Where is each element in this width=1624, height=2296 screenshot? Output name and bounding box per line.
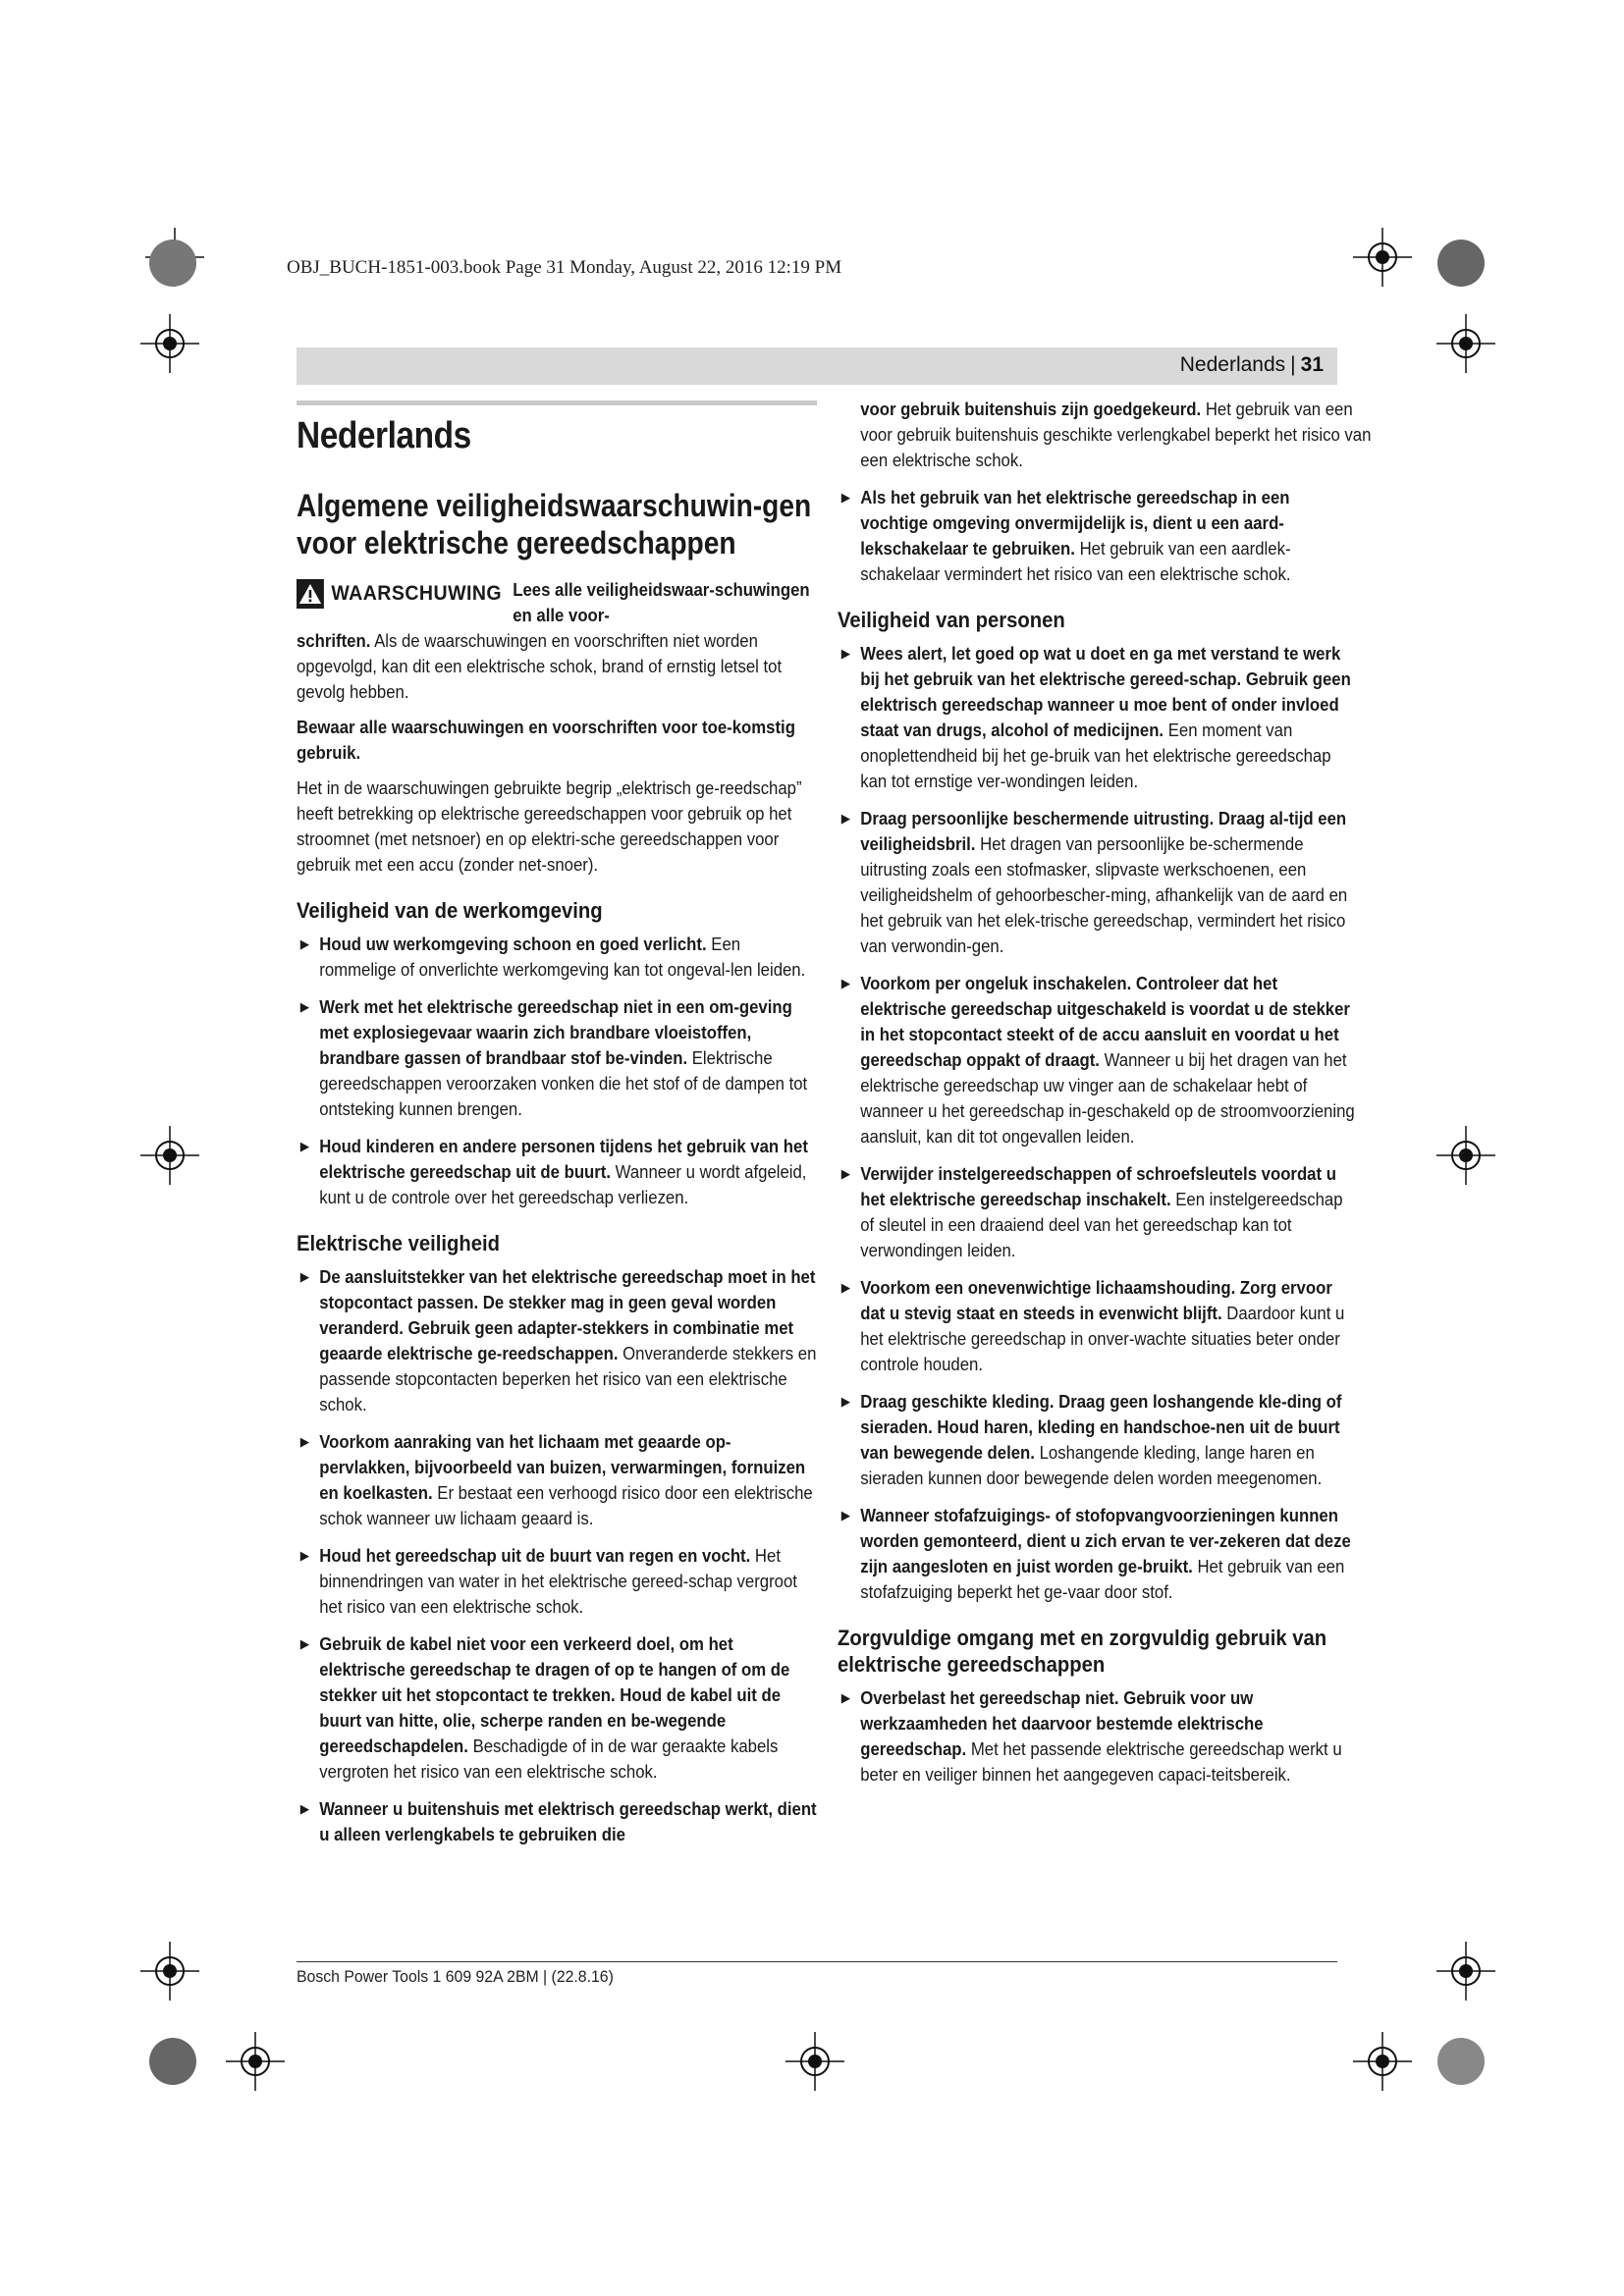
item-text: Loshangende kleding, lange haren en sieraden kunnen door bewegende delen worden meegenomen.: [860, 1443, 1323, 1488]
list-item: [838, 1685, 1358, 1788]
color-target-icon: [147, 2036, 198, 2087]
item-bold: Houd kinderen en andere personen tijdens het gebruik van het elektrische gereedschap uit de buurt.: [319, 1137, 808, 1182]
keep-instructions-text: Bewaar alle waarschuwingen en voorschriften voor toe-komstig gebruik.: [297, 718, 795, 763]
registration-mark-icon: [140, 314, 199, 373]
item-bold: voor gebruik buitenshuis zijn goedgekeurd.: [860, 400, 1202, 419]
color-target-icon: [1435, 2036, 1487, 2087]
list-item: [838, 806, 1358, 959]
work-area-list: [297, 932, 817, 1210]
bullet-triangle-icon: ▶: [840, 1508, 851, 1522]
item-bold: Gebruik de kabel niet voor een verkeerd doel, om het elektrische gereedschap te dragen of op te hangen of om de stekker uit het stopcontact te trekken. Houd de kabel uit de buurt van hitte, olie, scherpe randen en be-wegende gereedschapdelen.: [319, 1634, 790, 1756]
item-bold: Verwijder instelgereedschappen of schroefsleutels voordat u het elektrische gereedschap inschakelt.: [860, 1164, 1336, 1209]
item-text: Het gebruik van een stofafzuiging beperkt het ge-vaar door stof.: [860, 1557, 1345, 1602]
registration-mark-icon: [1436, 1126, 1495, 1185]
footer-rule: [297, 1961, 1337, 1962]
list-item: [297, 1134, 817, 1210]
bullet-triangle-icon: ▶: [299, 1801, 310, 1816]
section-title-work-area: Veiligheid van de werkomgeving: [297, 898, 603, 923]
item-text: Het gebruik van een voor gebruik buitenshuis geschikte verlengkabel beperkt het risico van een elektrische schok.: [860, 400, 1372, 470]
warning-heading: Lees alle veiligheidswaar-schuwingen en alle voor-: [513, 580, 810, 625]
bullet-triangle-icon: ▶: [840, 1166, 851, 1181]
list-item: [838, 1389, 1358, 1491]
item-bold: Houd uw werkomgeving schoon en goed verlicht.: [319, 934, 707, 954]
right-column: [838, 397, 1372, 1799]
item-bold: Werk met het elektrische gereedschap niet in een om-geving met explosiegevaar waarin zich brandbare vloeistoffen, brandbare gassen of brandbaar stof be-vinden.: [319, 997, 792, 1068]
personal-list: [838, 641, 1358, 1605]
item-text: Beschadigde of in de war geraakte kabels vergroten het risico van een elektrische schok.: [319, 1736, 779, 1782]
print-slug: OBJ_BUCH-1851-003.book Page 31 Monday, August 22, 2016 12:19 PM: [287, 257, 842, 278]
item-text: Elektrische gereedschappen veroorzaken vonken die het stof of de dampen tot ontsteking kunnen brengen.: [319, 1048, 808, 1119]
item-bold: Wees alert, let goed op wat u doet en ga met verstand te werk bij het gebruik van het elektrische gereed-schap. Gebruik geen elektrisch gereedschap wanneer u moe bent of onder invloed staat van drugs, alcohol of medicijnen.: [860, 644, 1351, 740]
running-header-bar: [297, 347, 1337, 385]
registration-mark-icon: [140, 1942, 199, 2001]
list-item: [838, 1275, 1358, 1377]
registration-mark-icon: [1436, 1942, 1495, 2001]
color-target-icon: [147, 238, 198, 289]
keep-instructions: [297, 715, 817, 766]
registration-mark-icon: [226, 2032, 285, 2091]
bullet-triangle-icon: ▶: [840, 490, 851, 505]
warning-text-bold: schriften.: [297, 631, 371, 651]
bullet-triangle-icon: ▶: [299, 1139, 310, 1153]
bullet-triangle-icon: ▶: [299, 936, 310, 951]
list-item: [297, 1543, 817, 1620]
list-item: [297, 994, 817, 1122]
registration-mark-icon: [140, 1126, 199, 1185]
warning-triangle-icon: [297, 579, 324, 609]
list-item: [838, 485, 1358, 587]
item-text: Het dragen van persoonlijke be-schermende uitrusting zoals een stofmasker, slipvaste werkschoenen, een veiligheidshelm of gehoorbescher-ming, afhankelijk van de aard en het gebruik van het elek-trische gereedschap, vermindert het risico van verwondin-gen.: [860, 834, 1348, 956]
item-text: Het binnendringen van water in het elektrische gereed-schap vergroot het risico van een elektrische schok.: [319, 1546, 797, 1617]
main-heading: Algemene veiligheidswaarschuwin-gen voor elektrische gereedschappen: [297, 488, 812, 561]
item-bold: Wanneer u buitenshuis met elektrisch gereedschap werkt, dient u alleen verlengkabels te gebruiken die: [319, 1799, 817, 1844]
item-bold: Draag geschikte kleding. Draag geen loshangende kle-ding of sieraden. Houd haren, kleding en handschoe-nen uit de buurt van bewegende delen.: [860, 1392, 1342, 1463]
item-bold: Als het gebruik van het elektrische gereedschap in een vochtige omgeving onvermijdelijk is, dient u een aard-lekschakelaar te gebruiken.: [860, 488, 1290, 559]
bullet-triangle-icon: ▶: [299, 1636, 310, 1651]
list-item: [838, 1503, 1358, 1605]
list-item: [297, 1429, 817, 1531]
bullet-triangle-icon: ▶: [299, 1269, 310, 1284]
section-title-care: Zorgvuldige omgang met en zorgvuldig gebruik van elektrische gereedschappen: [838, 1626, 1327, 1677]
section-title-personal: Veiligheid van personen: [838, 608, 1065, 632]
item-bold: Wanneer stofafzuigings- of stofopvangvoorzieningen kunnen worden gemonteerd, dient u zich ervan te ver-zekeren dat deze zijn aangesloten en juist worden ge-bruikt.: [860, 1506, 1351, 1576]
page-number: 31: [1300, 353, 1324, 376]
warning-block: [297, 577, 817, 705]
damp-list: [838, 485, 1358, 587]
item-text: Wanneer u wordt afgeleid, kunt u de controle over het gereedschap verliezen.: [319, 1162, 807, 1207]
running-header: [1180, 353, 1324, 377]
warning-label: WAARSCHUWING: [331, 582, 503, 605]
registration-mark-icon: [1353, 228, 1412, 287]
item-text: Het gebruik van een aardlek-schakelaar vermindert het risico van een elektrische schok.: [860, 539, 1291, 584]
registration-mark-icon: [1436, 314, 1495, 373]
item-bold: Voorkom aanraking van het lichaam met geaarde op-pervlakken, bijvoorbeeld van buizen, verwarmingen, fornuizen en koelkasten.: [319, 1432, 806, 1503]
bullet-triangle-icon: ▶: [840, 646, 851, 661]
bullet-triangle-icon: ▶: [299, 1548, 310, 1563]
bullet-triangle-icon: ▶: [840, 811, 851, 826]
item-text: Er bestaat een verhoogd risico door een elektrische schok wanneer uw lichaam geaard is.: [319, 1483, 813, 1528]
item-bold: Voorkom per ongeluk inschakelen. Controleer dat het elektrische gereedschap uitgeschakeld is voordat u de stekker in het stopcontact steekt of de accu aansluit en voordat u het gereedschap oppakt of draagt.: [860, 974, 1350, 1070]
item-bold: Overbelast het gereedschap niet. Gebruik voor uw werkzaamheden het daarvoor bestemde elektrische gereedschap.: [860, 1688, 1264, 1759]
list-item: [297, 1264, 817, 1417]
definition-paragraph: Het in de waarschuwingen gebruikte begrip „elektrisch ge-reedschap” heeft betrekking op elektrische gereedschappen voor gebruik op het stroomnet (met netsnoer) en op elektri-sche gereedschappen voor gebruik met een accu (zonder net-snoer).: [297, 778, 802, 875]
bullet-triangle-icon: ▶: [840, 1280, 851, 1295]
item-bold: Houd het gereedschap uit de buurt van regen en vocht.: [319, 1546, 751, 1566]
list-item: [838, 641, 1358, 794]
item-text: Onveranderde stekkers en passende stopcontacten beperken het risico van een elektrische schok.: [319, 1344, 817, 1415]
warning-badge: [297, 579, 502, 609]
item-text: Met het passende elektrische gereedschap werkt u beter en veiliger binnen het aangegeven capaci-teitsbereik.: [860, 1739, 1342, 1785]
item-bold: Draag persoonlijke beschermende uitrusting. Draag al-tijd een veiligheidsbril.: [860, 809, 1347, 854]
warning-text-rest: Als de waarschuwingen en voorschriften niet worden opgevolgd, kan dit een elektrische schok, brand of ernstig letsel tot gevolg hebben.: [297, 631, 783, 702]
bullet-triangle-icon: ▶: [840, 976, 851, 990]
color-target-icon: [1435, 238, 1487, 289]
care-list: [838, 1685, 1358, 1788]
bullet-triangle-icon: ▶: [840, 1690, 851, 1705]
item-text: Een instelgereedschap of sleutel in een draaiend deel van het gereedschap kan tot verwondingen leiden.: [860, 1190, 1343, 1260]
registration-mark-icon: [785, 2032, 844, 2091]
page-title: Nederlands: [297, 415, 471, 456]
item-bold: Voorkom een onevenwichtige lichaamshouding. Zorg ervoor dat u stevig staat en steeds in evenwicht blijft.: [860, 1278, 1332, 1323]
list-item: [838, 971, 1358, 1149]
list-item: [297, 932, 817, 983]
bullet-triangle-icon: ▶: [840, 1394, 851, 1409]
title-rule: [297, 400, 817, 405]
item-text: Wanneer u bij het dragen van het elektrische gereedschap uw vinger aan de schakelaar hebt of wanneer u het gereedschap in-geschakeld op de stroomvoorziening aansluit, kan dit tot ongevallen leiden.: [860, 1050, 1355, 1147]
list-item: [838, 1161, 1358, 1263]
continuation-paragraph: [838, 397, 1380, 473]
warning-text: [297, 628, 817, 705]
section-title-electrical: Elektrische veiligheid: [297, 1231, 500, 1255]
list-item: [297, 1631, 817, 1785]
registration-mark-icon: [1353, 2032, 1412, 2091]
bullet-triangle-icon: ▶: [299, 999, 310, 1014]
left-column: [297, 398, 817, 1859]
header-separator: |: [1290, 353, 1296, 376]
list-item: [297, 1796, 817, 1847]
item-text: Daardoor kunt u het elektrische gereedschap in onver-wachte situaties beter onder controle houden.: [860, 1304, 1345, 1374]
item-text: Een rommelige of onverlichte werkomgeving kan tot ongeval-len leiden.: [319, 934, 806, 980]
header-language: Nederlands: [1179, 353, 1286, 376]
electrical-list: [297, 1264, 817, 1847]
page-footer: Bosch Power Tools 1 609 92A 2BM | (22.8.16): [297, 1967, 614, 1986]
item-bold: De aansluitstekker van het elektrische gereedschap moet in het stopcontact passen. De stekker mag in geen geval worden veranderd. Gebruik geen adapter-stekkers in combinatie met geaarde elektrische ge-reedschappen.: [319, 1267, 816, 1363]
item-text: Een moment van onoplettendheid bij het ge-bruik van het elektrische gereedschap kan tot ernstige ver-wondingen leiden.: [860, 721, 1331, 791]
bullet-triangle-icon: ▶: [299, 1434, 310, 1449]
